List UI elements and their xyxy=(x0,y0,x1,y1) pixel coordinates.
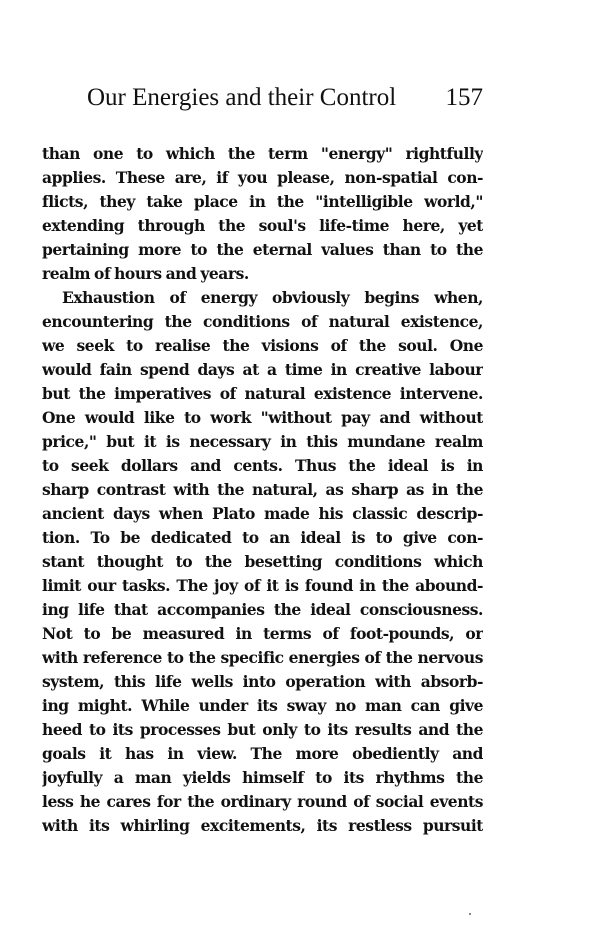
text-line: flicts, they take place in the "intelligible world," xyxy=(42,192,483,211)
text-line: Not to be measured in terms of foot-pounds, or xyxy=(42,624,483,643)
running-header xyxy=(87,84,483,116)
text-line: stant thought to the besetting conditions which xyxy=(42,552,483,571)
text-line: heed to its processes but only to its results and the xyxy=(42,720,483,739)
text-line: ing might. While under its sway no man can give xyxy=(42,696,483,715)
text-line: extending through the soul's life-time here, yet xyxy=(42,216,483,235)
running-title: Our Energies and their Control xyxy=(87,84,397,111)
text-line: than one to which the term "energy" rightfully xyxy=(42,144,483,163)
scan-speck xyxy=(469,913,471,915)
text-line: less he cares for the ordinary round of social events xyxy=(42,792,483,811)
text-line: with its whirling excitements, its restless pursuit xyxy=(42,816,483,835)
text-line: goals it has in view. The more obediently and xyxy=(42,744,483,763)
text-line: encountering the conditions of natural existence, xyxy=(42,312,483,331)
text-line: price," but it is necessary in this mundane realm xyxy=(42,432,483,451)
text-line: pertaining more to the eternal values than to the xyxy=(42,240,483,259)
text-line: sharp contrast with the natural, as sharp as in the xyxy=(42,480,483,499)
text-line: but the imperatives of natural existence intervene. xyxy=(42,384,483,403)
text-line: realm of hours and years. xyxy=(42,264,249,283)
text-line: Exhaustion of energy obviously begins when, xyxy=(62,288,483,307)
text-line: limit our tasks. The joy of it is found in the abound- xyxy=(42,576,483,595)
text-line: joyfully a man yields himself to its rhythms the xyxy=(42,768,483,787)
text-line: applies. These are, if you please, non-spatial con- xyxy=(42,168,483,187)
text-line: we seek to realise the visions of the soul. One xyxy=(42,336,483,355)
text-line: would fain spend days at a time in creative labour xyxy=(42,360,483,379)
page-body-text xyxy=(42,142,483,838)
page-number: 157 xyxy=(445,84,483,111)
text-line: to seek dollars and cents. Thus the ideal is in xyxy=(42,456,483,475)
text-line: system, this life wells into operation with absorb- xyxy=(42,672,483,691)
text-line: ancient days when Plato made his classic descrip- xyxy=(42,504,483,523)
text-line: with reference to the specific energies of the nervous xyxy=(42,648,483,667)
text-line: One would like to work "without pay and without xyxy=(42,408,483,427)
text-line: ing life that accompanies the ideal consciousness. xyxy=(42,600,483,619)
text-line: tion. To be dedicated to an ideal is to give con- xyxy=(42,528,483,547)
